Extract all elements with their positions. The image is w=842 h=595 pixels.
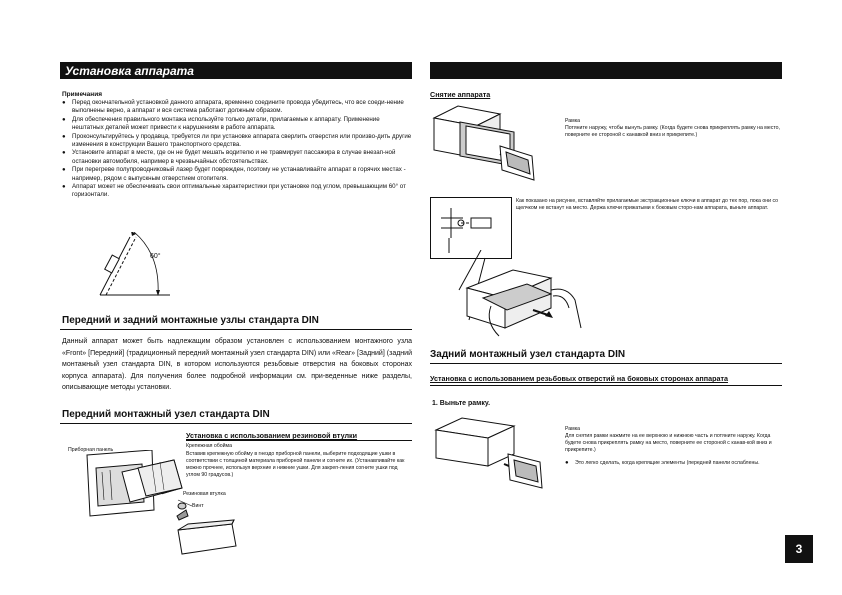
angle-label: 60° — [150, 253, 161, 260]
din-heading: Передний и задний монтажные узлы стандарта DIN — [62, 315, 319, 326]
note-item: ● При перегреве полупроводниковый лазер будет поврежден, поэтому не устанавливайте аппарат в горячих местах - например, рядом с выпускным отверстием отопителя. — [62, 166, 412, 183]
rear-subheading: Установка с использованием резьбовых отверстий на боковых сторонах аппарата — [430, 374, 728, 383]
frame-text: Потяните наружу, чтобы вынуть рамку. (Когда будете снова прикреплять рамку на место, поверните ее стороной с канавкой вниз и прикрепите.) — [565, 125, 780, 138]
note-item: ● Перед окончательной установкой данного аппарата, временно соедините провода убедитесь, что все соеди-нение выполнены верно, а аппарат и вся система работают должным образом. — [62, 99, 412, 116]
angle-diagram — [98, 232, 178, 300]
rear-heading: Задний монтажный узел стандарта DIN — [430, 349, 626, 360]
note-item: ● Установите аппарат в месте, где он не будет мешать водителю и не травмирует пассажира в случае внезап-ной остановки автомобиля, например в чрезвычайных обстоятельствах. — [62, 149, 412, 166]
frame2-label: Рамка — [565, 426, 581, 432]
notes-heading: Примечания — [62, 91, 103, 98]
step-1: 1. Выньте рамку. — [432, 400, 491, 407]
divider — [430, 385, 782, 386]
page-number: 3 — [785, 535, 813, 563]
divider — [186, 440, 412, 441]
note-item: ● Аппарат может не обеспечивать свои оптимальные характеристики при установке под углом, превышающим 60° от горизонтали. — [62, 183, 412, 200]
label-screw: Винт — [192, 503, 204, 509]
removal-illustration — [430, 104, 550, 186]
front-heading: Передний монтажный узел стандарта DIN — [62, 409, 270, 420]
frame2-text: Для снятия рамки нажмите на ее верхнюю и нижнюю часть и потяните наружу. Когда будете снова прикреплять рамку на место, поверните ее стороной с канав-кой вниз и прикрепите.) — [565, 433, 772, 453]
keys-text: Как показано на рисунке, вставляйте прилагаемые экстракционные ключи в аппарат до тех пор, пока они со щелчком не встанут на место. Держа ключи прижатыми к боковым сторо-нам аппарата, выньте аппарат. — [516, 198, 779, 211]
notes-list — [62, 99, 412, 200]
divider — [60, 423, 412, 424]
din-text: Данный аппарат может быть надлежащим образом установлен с использованием монтажного узла «Front» [Передний] (традиционный передний монтажный узел стандарта DIN) или «Rear» [Задний] (задний монтажный узел стандарта DIN, в котором используются резьбовые отверстия на боковых сторонах корпуса аппарата). Для получения более подробной информации см. при-веденные ниже разделы, описывающие методы установки. — [62, 338, 412, 392]
holder-text: Вставив крепежную обойму в гнездо приборной панели, выберите подходящие ушки в соответствии с толщиной материала приборной панели и согните их. (Устанавливайте как можно прочнее, используя верхние и нижние ушки. Для закреп-ления согните ушки под углом 90 градусов.) — [186, 451, 405, 478]
right-title-bar — [430, 62, 782, 79]
extraction-key-diagram — [431, 198, 511, 258]
label-bushing: Резиновая втулка — [183, 491, 226, 497]
divider — [430, 363, 782, 364]
frame-label: Рамка — [565, 118, 581, 124]
rubber-heading: Установка с использованием резиновой втулки — [186, 431, 358, 440]
note-item: ● Проконсультируйтесь у продавца, требуется ли при установке аппарата сверлить отверстия или произво-дить другие изменения в конструкции Вашего транспортного средства. — [62, 133, 412, 150]
label-dashboard: Приборная панель — [68, 447, 114, 453]
divider — [60, 329, 412, 330]
unit-removal-illustration — [455, 250, 585, 342]
mounting-illustration — [82, 450, 242, 565]
frame2-note: ● Это легко сделать, когда крепящие элементы (передней панели ослаблены. — [565, 460, 782, 467]
label-holder: Крепежная обойма — [186, 443, 232, 449]
section-title-installation: Установка аппарата — [60, 62, 412, 79]
note-item: ● Для обеспечения правильного монтажа используйте только детали, прилагаемые к аппарату. Применение нештатных деталей может привести к нарушениям в работе аппарата. — [62, 116, 412, 133]
removal-heading: Снятие аппарата — [430, 90, 491, 99]
frame-removal-illustration — [432, 414, 552, 496]
